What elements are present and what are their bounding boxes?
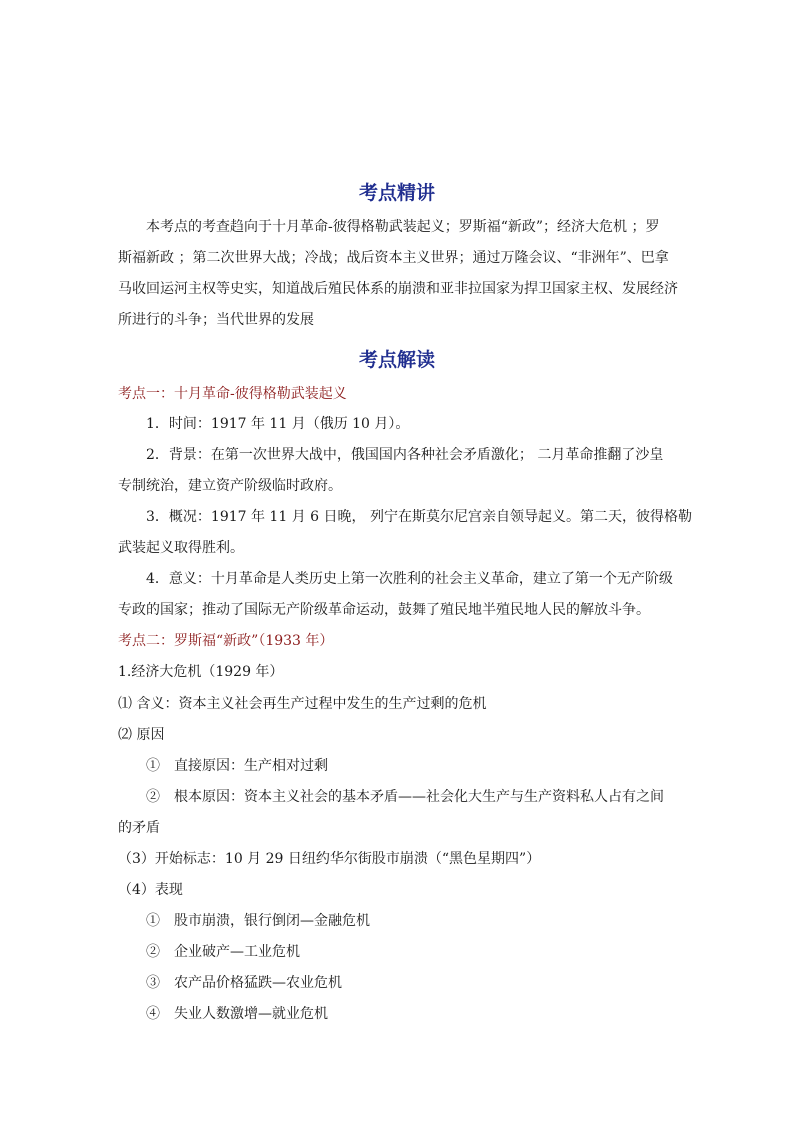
intro-line: 所进行的斗争；当代世界的发展 [118, 312, 314, 328]
kaodian1-heading: 考点一：十月革命-彼得格勒武装起义 [118, 386, 347, 402]
kaodian2-line: ④ 失业人数激增—就业危机 [146, 1006, 328, 1022]
section-title-jingjiang: 考点精讲 [358, 182, 435, 204]
kaodian2-heading: 考点二：罗斯福“新政”（1933 年） [118, 633, 334, 649]
kaodian2-line: ② 企业破产—工业危机 [146, 944, 300, 960]
kaodian2-line: ③ 农产品价格猛跌—农业危机 [146, 975, 342, 991]
kaodian1-line: 2．背景：在第一次世界大战中，俄国国内各种社会矛盾激化； 二月革命推翻了沙皇 [146, 447, 664, 463]
kaodian2-line: ⑵ 原因 [118, 727, 165, 743]
intro-line: 本考点的考查趋向于十月革命-彼得格勒武装起义；罗斯福“新政”；经济大危机 ；罗 [146, 219, 660, 235]
kaodian2-line: 1.经济大危机（1929 年） [118, 664, 284, 680]
kaodian1-line: 4．意义：十月革命是人类历史上第一次胜利的社会主义革命，建立了第一个无产阶级 [146, 571, 673, 587]
kaodian1-line: 3．概况：1917 年 11 月 6 日晚， 列宁在斯莫尔尼宫亲自领导起义。第二天，彼得格勒 [146, 509, 692, 525]
kaodian2-line: （4）表现 [118, 882, 183, 898]
kaodian1-line: 专制统治，建立资产阶级临时政府。 [118, 478, 342, 494]
kaodian2-line: ⑴ 含义：资本主义社会再生产过程中发生的生产过剩的危机 [118, 696, 487, 712]
intro-line: 斯福新政 ；第二次世界大战；冷战；战后资本主义世界；通过万隆会议、“非洲年”、巴拿 [118, 250, 669, 266]
section-title-jiedu: 考点解读 [358, 349, 435, 371]
intro-line: 马收回运河主权等史实，知道战后殖民体系的崩溃和亚非拉国家为捍卫国家主权、发展经济 [118, 281, 678, 297]
kaodian2-line: ① 直接原因：生产相对过剩 [146, 758, 328, 774]
kaodian1-line: 1．时间：1917 年 11 月（俄历 10 月）。 [146, 416, 410, 432]
kaodian2-line: （3）开始标志：10 月 29 日纽约华尔街股市崩溃（“黑色星期四”） [118, 851, 541, 867]
kaodian1-line: 专政的国家；推动了国际无产阶级革命运动，鼓舞了殖民地半殖民地人民的解放斗争。 [118, 602, 650, 618]
kaodian2-line: ② 根本原因：资本主义社会的基本矛盾——社会化大生产与生产资料私人占有之间 [146, 789, 664, 805]
kaodian1-line: 武装起义取得胜利。 [118, 540, 244, 556]
kaodian2-line: ① 股市崩溃，银行倒闭—金融危机 [146, 913, 370, 929]
kaodian2-line: 的矛盾 [118, 820, 160, 836]
